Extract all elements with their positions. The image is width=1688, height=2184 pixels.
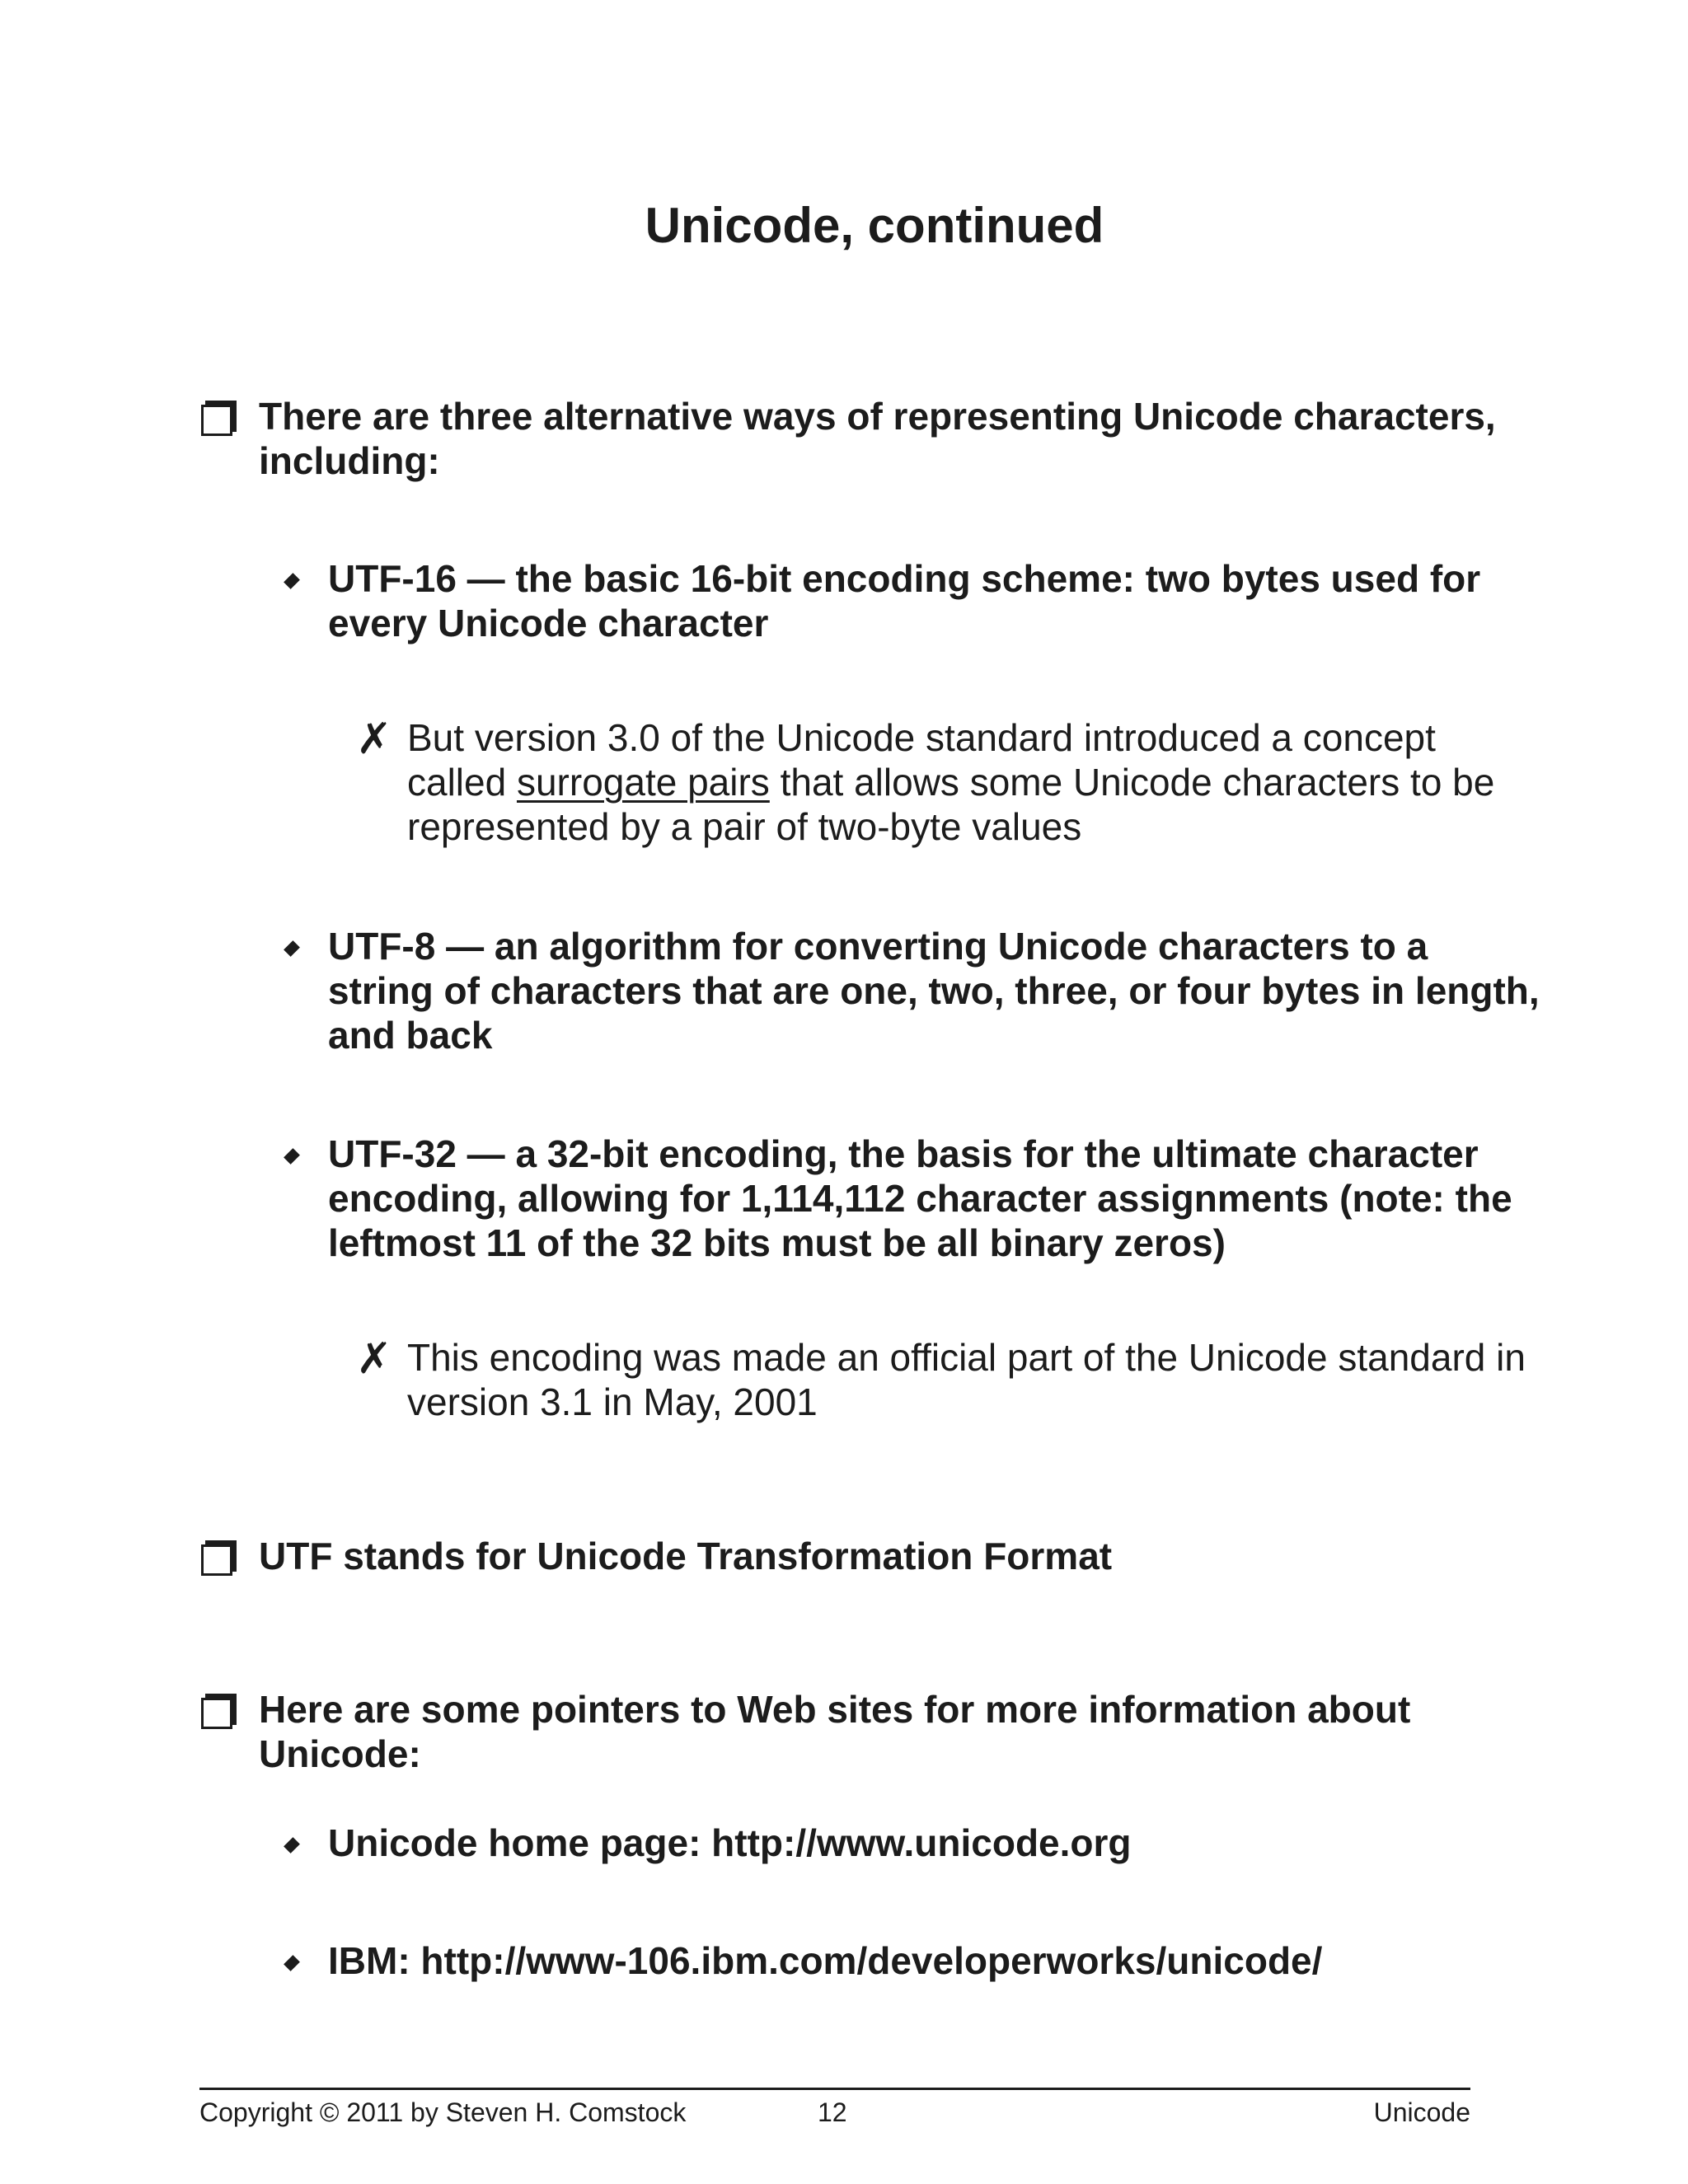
link-item-ibm: IBM: http://www-106.ibm.com/developerworks/unicode/ [328,1939,1323,1982]
checkbox-bullet-icon [201,405,232,436]
footer-section: Unicode [1373,2097,1470,2127]
utf16-note-before: But version 3.0 of the Unicode standard introduced a concept called [407,716,1436,804]
intro-bullet: There are three alternative ways of representing Unicode characters, including: [259,395,1496,482]
utf32-note: This encoding was made an official part of the Unicode standard in version 3.1 in May, 2001 [407,1336,1526,1423]
checkbox-bullet-icon [201,1698,232,1729]
surrogate-pairs-term: surrogate pairs [516,761,770,804]
utf16-note-after: that allows some Unicode characters to be represented by a pair of two-byte values [407,761,1495,848]
utf32-item: UTF-32 — a 32-bit encoding, the basis for the ultimate character encoding, allowing for 1,114,112 character assignments (note: the leftmost 11 of the 32 bits must be all binary zeros) [328,1132,1512,1264]
diamond-bullet-icon [284,1955,300,1971]
utf-stands-bullet: UTF stands for Unicode Transformation Format [259,1535,1113,1577]
utf8-item: UTF-8 — an algorithm for converting Unicode characters to a string of characters that are one, two, three, or four bytes in length, and back [328,925,1540,1057]
footer-copyright: Copyright © 2011 by Steven H. Comstock [199,2097,687,2127]
x-mark-icon: ✗ [356,715,392,763]
checkbox-bullet-icon [201,1544,232,1576]
pointers-bullet: Here are some pointers to Web sites for more information about Unicode: [259,1688,1411,1775]
diamond-bullet-icon [284,1148,300,1165]
x-mark-icon: ✗ [356,1335,392,1383]
link-item-unicode: Unicode home page: http://www.unicode.org [328,1821,1132,1864]
diamond-bullet-icon [284,573,300,589]
diamond-bullet-icon [284,1837,300,1854]
page-title: Unicode, continued [645,198,1104,253]
footer-page-number: 12 [818,2097,847,2127]
footer-rule [199,2088,1470,2090]
diamond-bullet-icon [284,940,300,957]
utf16-note [407,715,1545,849]
utf16-item: UTF-16 — the basic 16-bit encoding scheme: two bytes used for every Unicode character [328,557,1481,644]
